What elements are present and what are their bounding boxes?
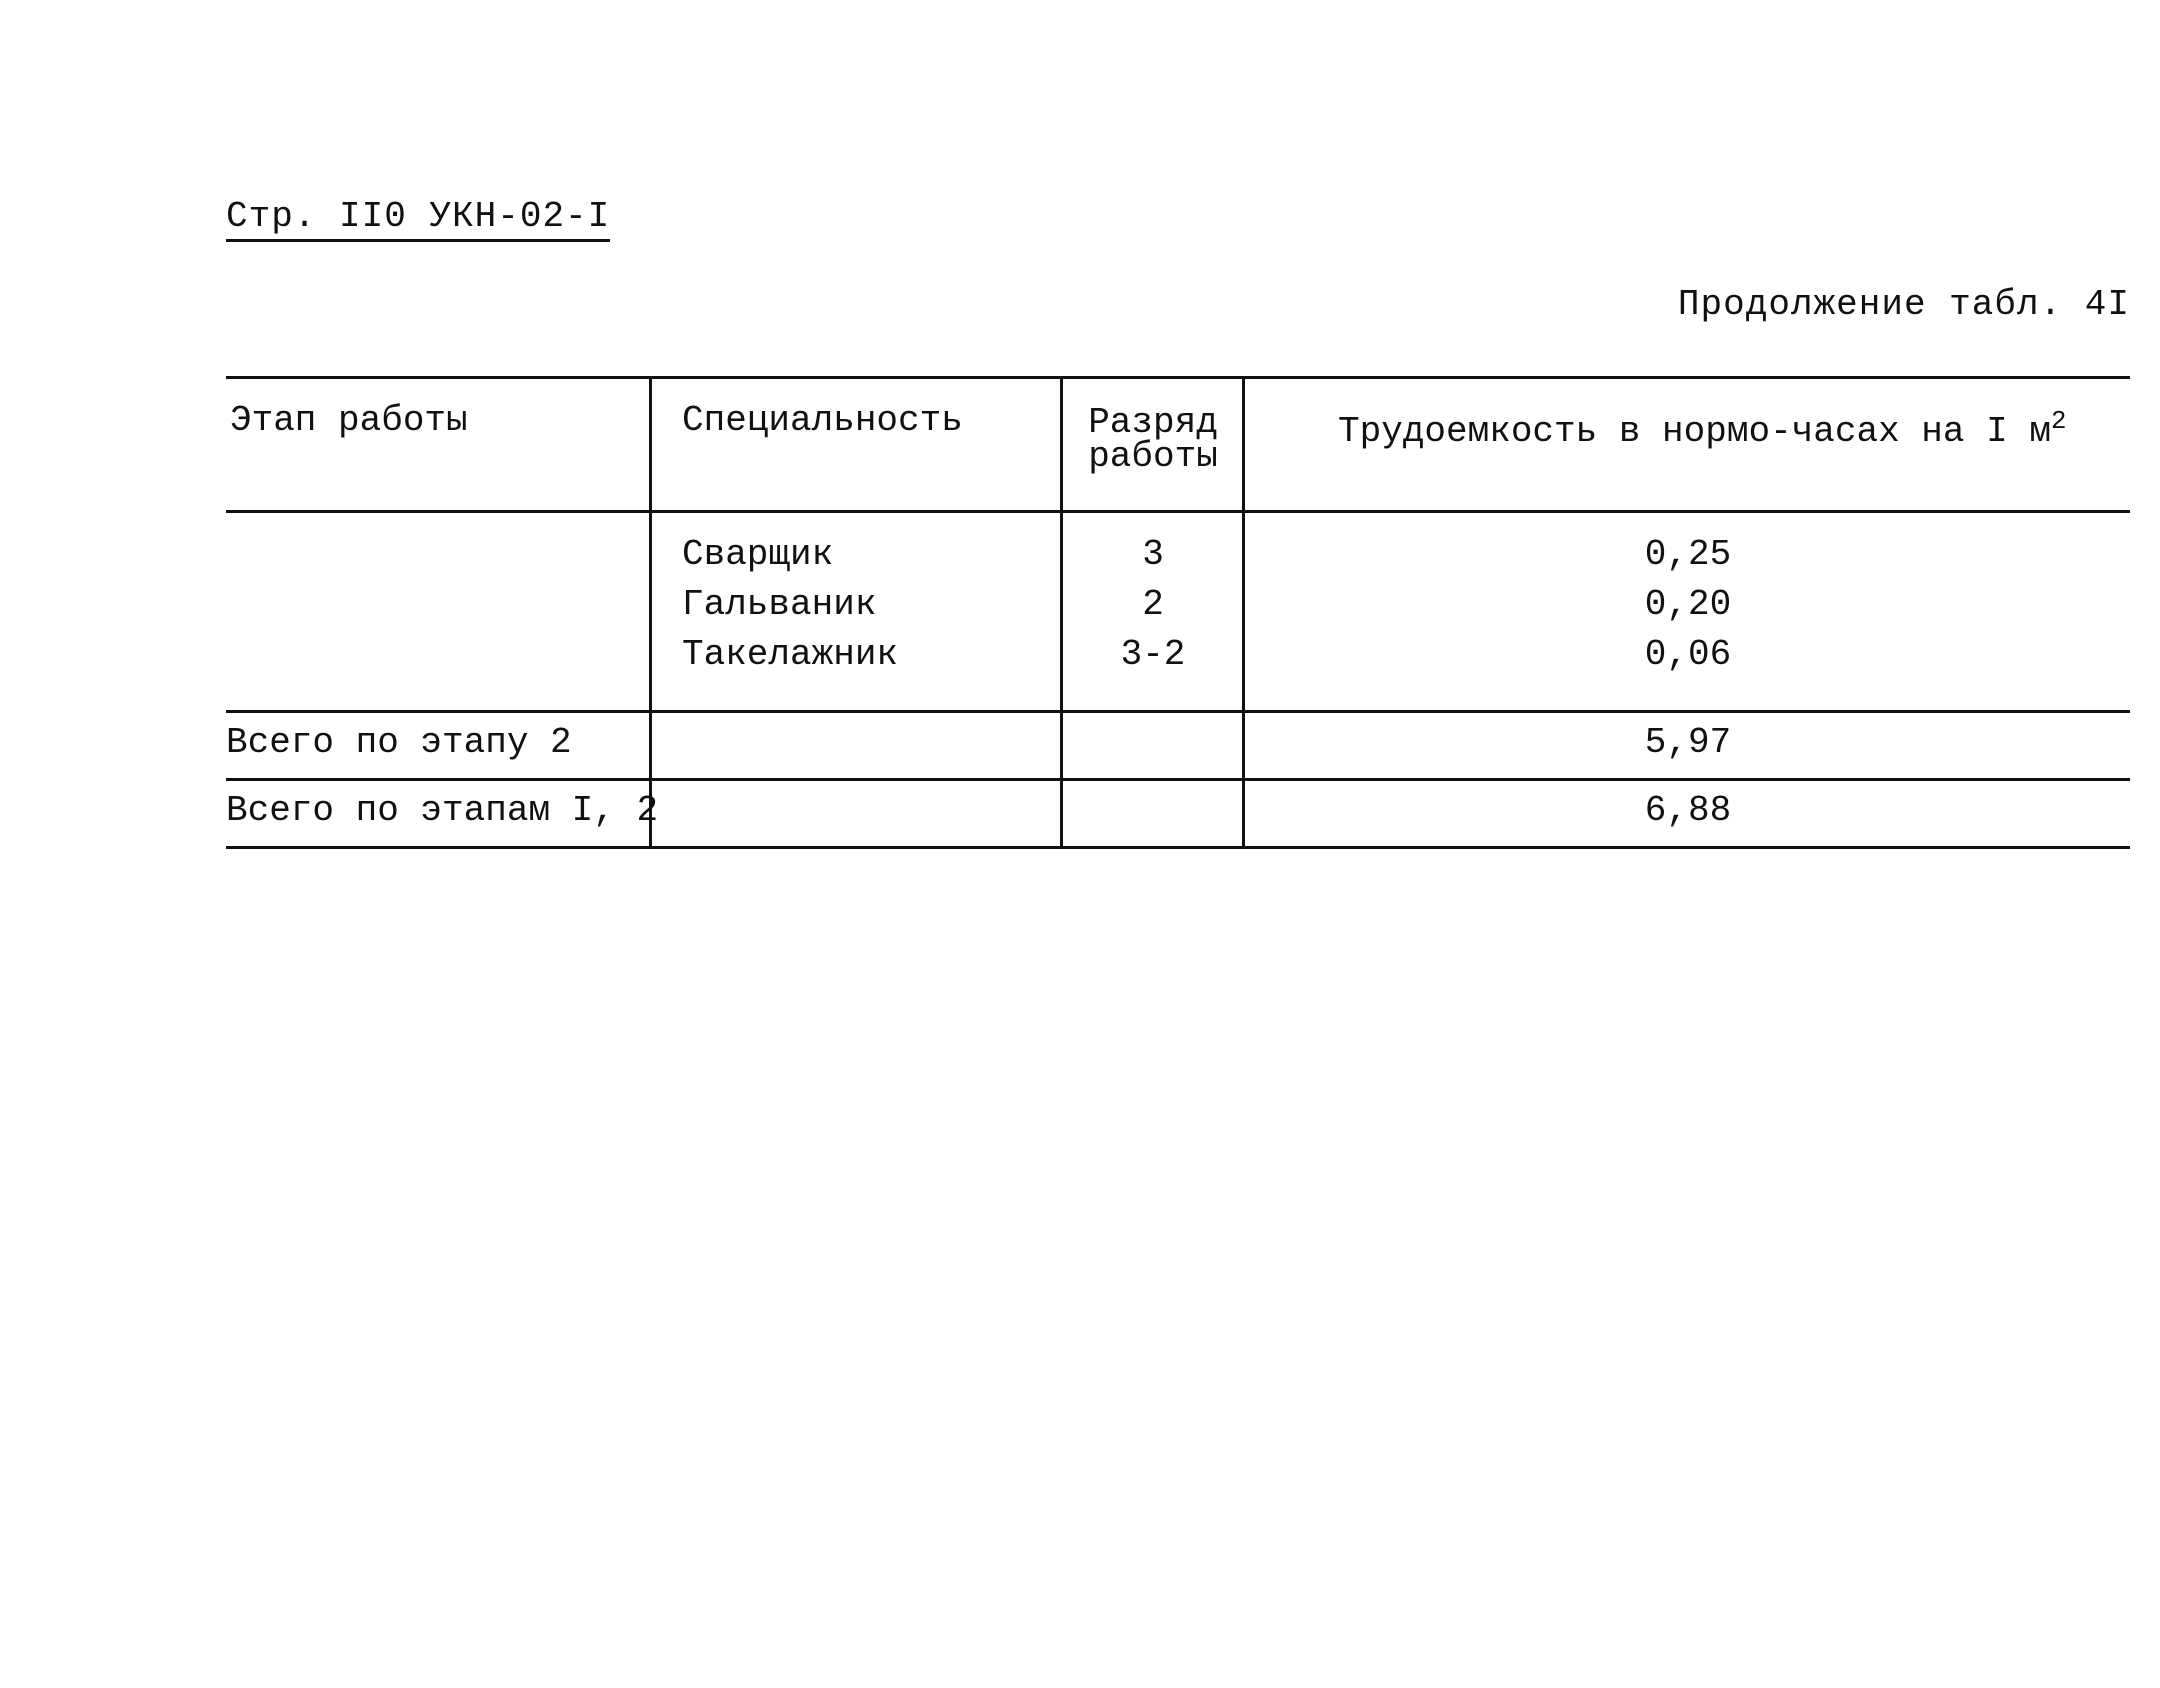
total-stages-1-2-value: 6,88 [1644, 790, 1732, 831]
column-divider-3 [1242, 376, 1245, 846]
header-grade-line2: работы [1088, 436, 1218, 477]
row-labor-2: 0,20 [1644, 584, 1732, 625]
total-stage-2-value: 5,97 [1644, 722, 1732, 763]
row-grade-3: 3-2 [1120, 634, 1186, 675]
table-top-rule [226, 376, 2130, 379]
row-grade-2: 2 [1142, 584, 1164, 625]
column-divider-2 [1060, 376, 1063, 846]
total-stage-2-label: Всего по этапу 2 [226, 722, 572, 763]
total-stages-1-2-label: Всего по этапам I, 2 [226, 790, 659, 831]
row-grade-1: 3 [1142, 534, 1164, 575]
header-labor-superscript: 2 [2050, 406, 2067, 436]
row-specialty-1: Сварщик [682, 534, 834, 575]
table-bottom-rule [226, 846, 2130, 849]
header-grade-line1: Разряд [1088, 402, 1218, 443]
header-stage: Этап работы [230, 400, 468, 441]
header-specialty: Специальность [682, 400, 963, 441]
total-stage-2-rule [226, 778, 2130, 781]
page-header: Стр. II0 УКН-02-I [226, 196, 610, 242]
header-labor-text: Трудоемкость в нормо-часах на I м [1338, 411, 2051, 452]
row-specialty-2: Гальваник [682, 584, 877, 625]
row-labor-3: 0,06 [1644, 634, 1732, 675]
table-continuation-label: Продолжение табл. 4I [1677, 284, 2130, 325]
header-grade [1064, 402, 1242, 477]
row-labor-1: 0,25 [1644, 534, 1732, 575]
body-bottom-rule [226, 710, 2130, 713]
header-bottom-rule [226, 510, 2130, 513]
header-labor [1338, 396, 2067, 457]
column-divider-1 [649, 376, 652, 846]
row-specialty-3: Такелажник [682, 634, 899, 675]
